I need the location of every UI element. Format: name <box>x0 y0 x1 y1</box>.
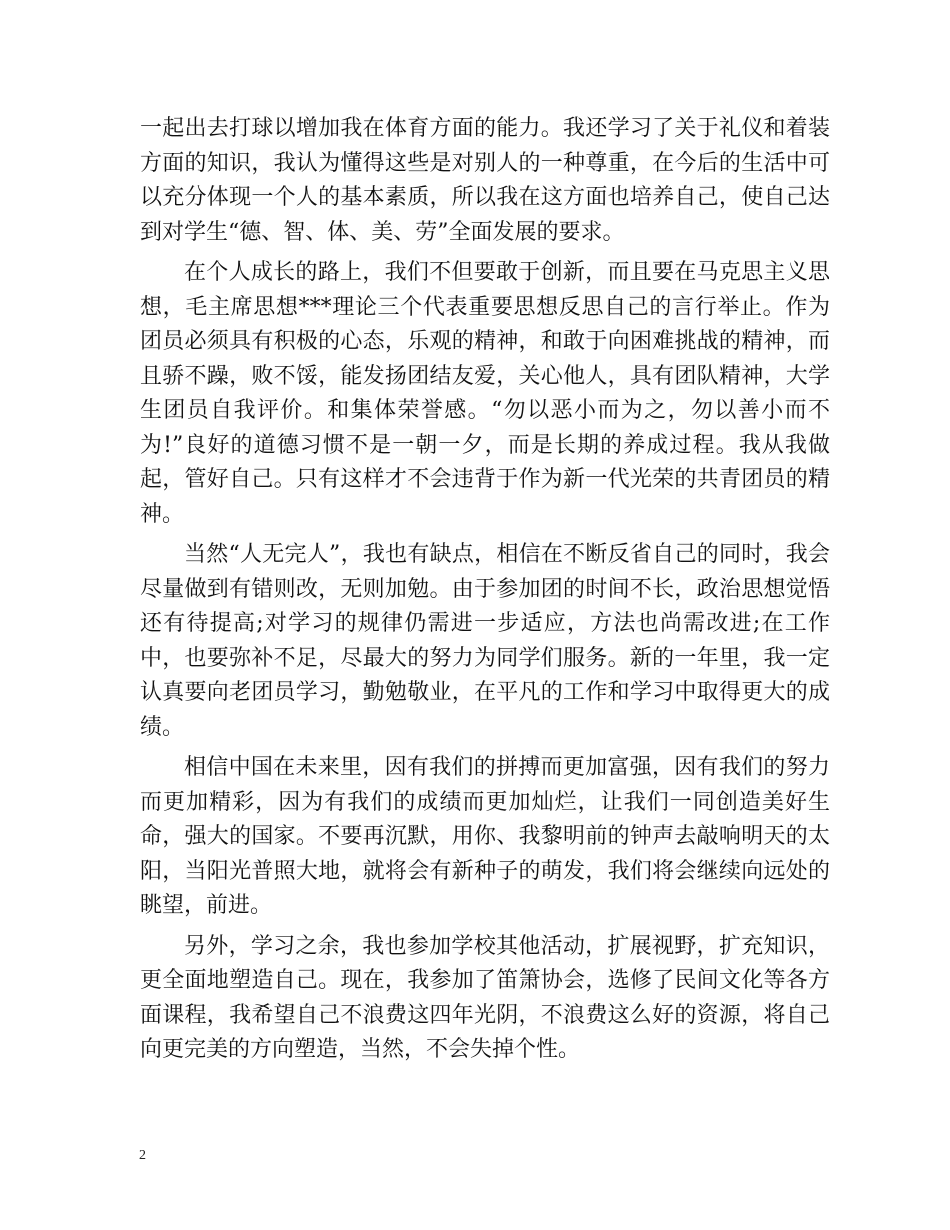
paragraph-4: 相信中国在未来里，因有我们的拼搏而更加富强，因有我们的努力而更加精彩，因为有我们的成绩而更加灿烂，让我们一同创造美好生命，强大的国家。不要再沉默，用你、我黎明前的钟声去敲响明天的太阳，当阳光普照大地，就将会有新种子的萌发，我们将会继续向远处的眺望，前进。 <box>140 755 830 918</box>
document-body <box>140 112 830 1074</box>
page-number: 2 <box>139 1148 146 1163</box>
paragraph-5: 另外，学习之余，我也参加学校其他活动，扩展视野，扩充知识，更全面地塑造自己。现在，我参加了笛箫协会，选修了民间文化等各方面课程，我希望自己不浪费这四年光阴，不浪费这么好的资源，将自己向更完美的方向塑造，当然，不会失掉个性。 <box>140 933 830 1062</box>
paragraph-2: 在个人成长的路上，我们不但要敢于创新，而且要在马克思主义思想，毛主席思想***理论三个代表重要思想反思自己的言行举止。作为团员必须具有积极的心态，乐观的精神，和敢于向困难挑战的精神，而且骄不躁，败不馁，能发扬团结友爱，关心他人，具有团队精神，大学生团员自我评价。和集体荣誉感。“勿以恶小而为之，勿以善小而不为!”良好的道德习惯不是一朝一夕，而是长期的养成过程。我从我做起，管好自己。只有这样才不会违背于作为新一代光荣的共青团员的精神。 <box>140 260 830 527</box>
paragraph-3: 当然“人无完人”，我也有缺点，相信在不断反省自己的同时，我会尽量做到有错则改，无则加勉。由于参加团的时间不长，政治思想觉悟还有待提高;对学习的规律仍需进一步适应，方法也尚需改进;在工作中，也要弥补不足，尽最大的努力为同学们服务。新的一年里，我一定认真要向老团员学习，勤勉敬业，在平凡的工作和学习中取得更大的成绩。 <box>140 542 830 740</box>
paragraph-1: 一起出去打球以增加我在体育方面的能力。我还学习了关于礼仪和着装方面的知识，我认为懂得这些是对别人的一种尊重，在今后的生活中可以充分体现一个人的基本素质，所以我在这方面也培养自己，使自己达到对学生“德、智、体、美、劳”全面发展的要求。 <box>140 116 830 245</box>
